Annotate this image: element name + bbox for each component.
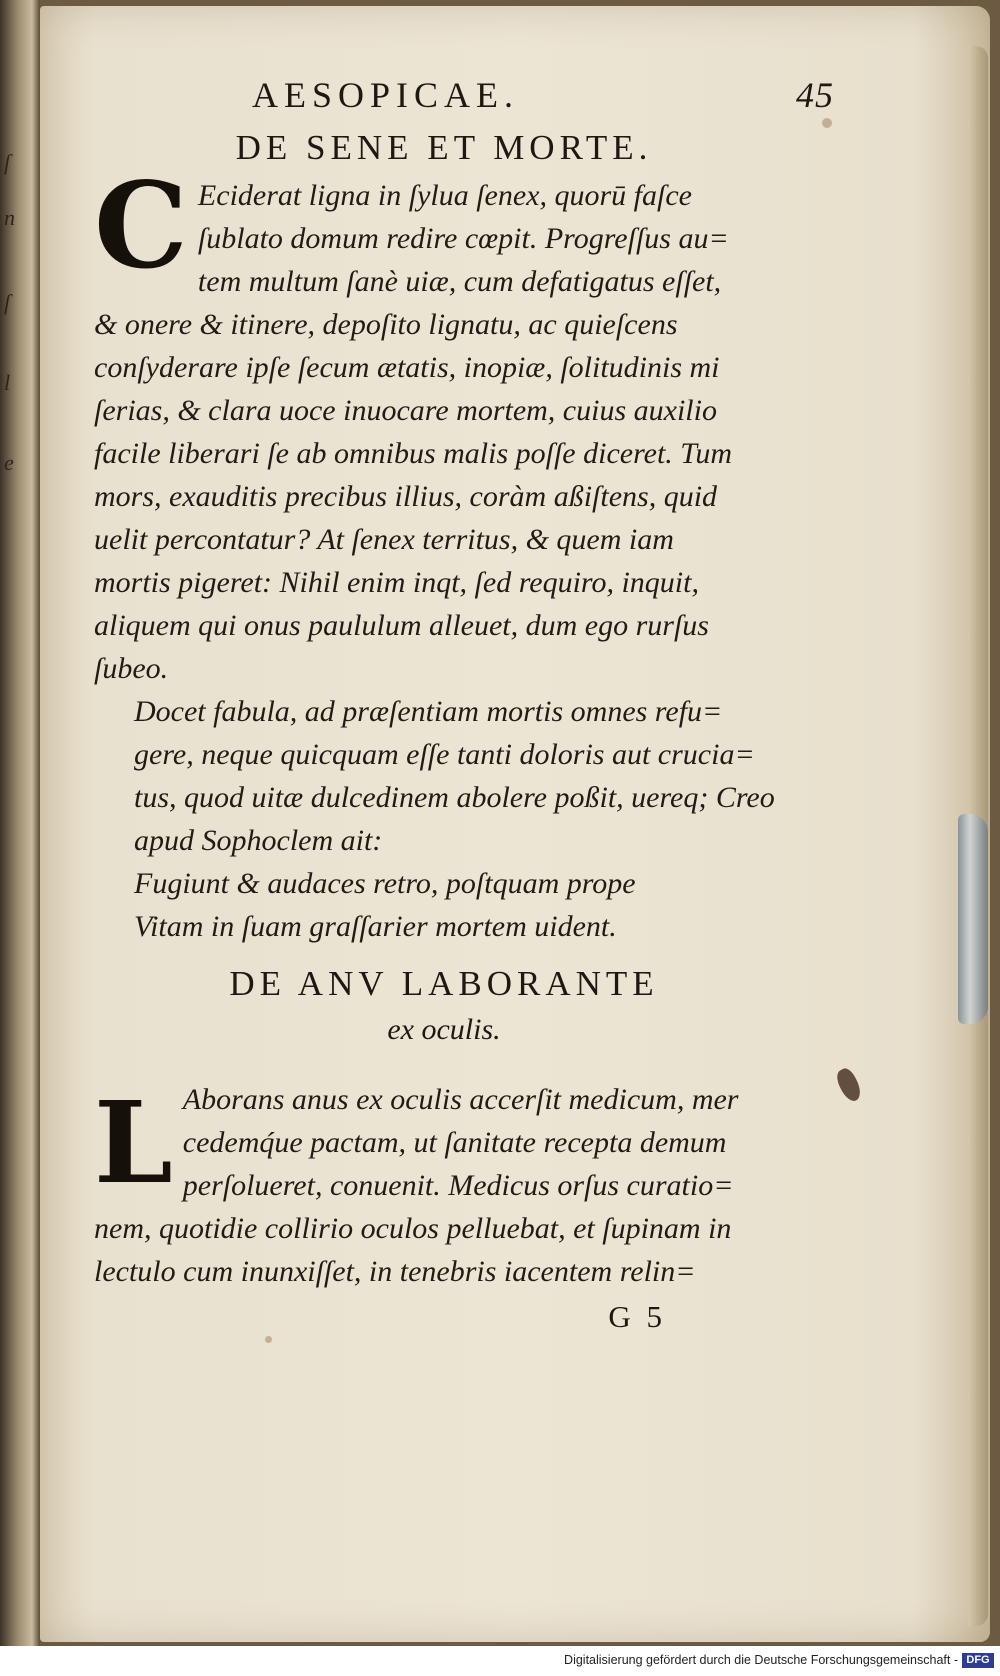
fable-text xyxy=(94,1078,794,1293)
ink-stain xyxy=(833,1066,865,1104)
fable-subtitle: ex oculis. xyxy=(387,1013,501,1046)
text-line: ſerias, & clara uoce inuocare mortem, cuius auxilio xyxy=(94,394,717,427)
footer-credit: Digitalisierung gefördert durch die Deutsche Forschungsgemeinschaft - xyxy=(564,1653,958,1667)
fable-body xyxy=(94,156,794,690)
page-number: 45 xyxy=(796,75,834,115)
left-page-fragment: ſ xyxy=(4,290,11,315)
verse-quotation xyxy=(94,862,794,948)
text-line: Eciderat ligna in ſylua ſenex, quorū faſce xyxy=(197,179,692,212)
signature-mark: G 5 xyxy=(608,1299,666,1334)
text-line: ſubeo. xyxy=(94,652,169,685)
text-line: perſolueret, conuenit. Medicus orſus curatio= xyxy=(182,1169,734,1202)
text-line: lectulo cum inunxiſſet, in tenebris iacentem relin= xyxy=(94,1255,696,1288)
dfg-logo: DFG xyxy=(962,1653,994,1668)
fable-text xyxy=(94,156,794,690)
text-line: tem multum ſanè uiæ, cum defatigatus eſſet, xyxy=(197,265,722,298)
left-page-fragment: l xyxy=(4,370,11,395)
text-line: cedemq́ue pactam, ut ſanitate recepta demum xyxy=(182,1126,727,1159)
left-page-fragment: n xyxy=(4,205,15,230)
drop-cap-initial: L xyxy=(94,1078,173,1209)
text-line: & onere & itinere, depoſito lignatu, ac quieſcens xyxy=(94,308,678,341)
foxing-spot xyxy=(822,118,832,128)
page-text xyxy=(94,74,834,1335)
text-line: aliquem qui onus paululum alleuet, dum ego rurſus xyxy=(94,609,709,642)
drop-cap-initial: C xyxy=(94,156,188,295)
moral xyxy=(94,690,794,862)
moral-line: tus, quod uitæ dulcedinem abolere poßit, uereq; Creo xyxy=(134,781,775,814)
fable-body xyxy=(94,1078,794,1293)
fable-title: DE ANV LABORANTE xyxy=(229,964,659,1003)
left-page-fragment: e xyxy=(4,450,14,475)
moral-line: gere, neque quicquam eſſe tanti doloris aut crucia= xyxy=(134,738,755,771)
text-line: Aborans anus ex oculis accerſit medicum, mer xyxy=(182,1083,739,1116)
text-line: mortis pigeret: Nihil enim inqt, ſed requiro, inquit, xyxy=(94,566,699,599)
left-page-edge xyxy=(0,0,40,1646)
text-line: uelit percontatur? At ſenex territus, & quem iam xyxy=(94,523,674,556)
running-head-title: AESOPICAE. xyxy=(252,75,520,115)
verse-line: Vitam in ſuam graſſarier mortem uident. xyxy=(134,910,617,943)
text-line: conſyderare ipſe ſecum ætatis, inopiæ, ſolitudinis mi xyxy=(94,351,720,384)
digitization-footer xyxy=(0,1646,1000,1676)
page-clip xyxy=(958,814,988,1024)
running-head xyxy=(94,74,834,118)
text-line: nem, quotidie collirio oculos pelluebat, et ſupinam in xyxy=(94,1212,732,1245)
moral-line: apud Sophoclem ait: xyxy=(134,824,383,857)
left-page-fragment: ſ xyxy=(4,150,11,175)
moral-line: Docet fabula, ad præſentiam mortis omnes refu= xyxy=(134,695,723,728)
fable-title: DE SENE ET MORTE. xyxy=(235,128,653,167)
moral-text xyxy=(94,690,794,862)
text-line: mors, exauditis precibus illius, coràm aßiſtens, quid xyxy=(94,480,718,513)
text-line: facile liberari ſe ab omnibus malis poſſe diceret. Tum xyxy=(94,437,732,470)
text-line: ſublato domum redire cœpit. Progreſſus au= xyxy=(197,222,729,255)
verse-line: Fugiunt & audaces retro, poſtquam prope xyxy=(134,867,636,900)
foxing-spot xyxy=(265,1336,272,1343)
